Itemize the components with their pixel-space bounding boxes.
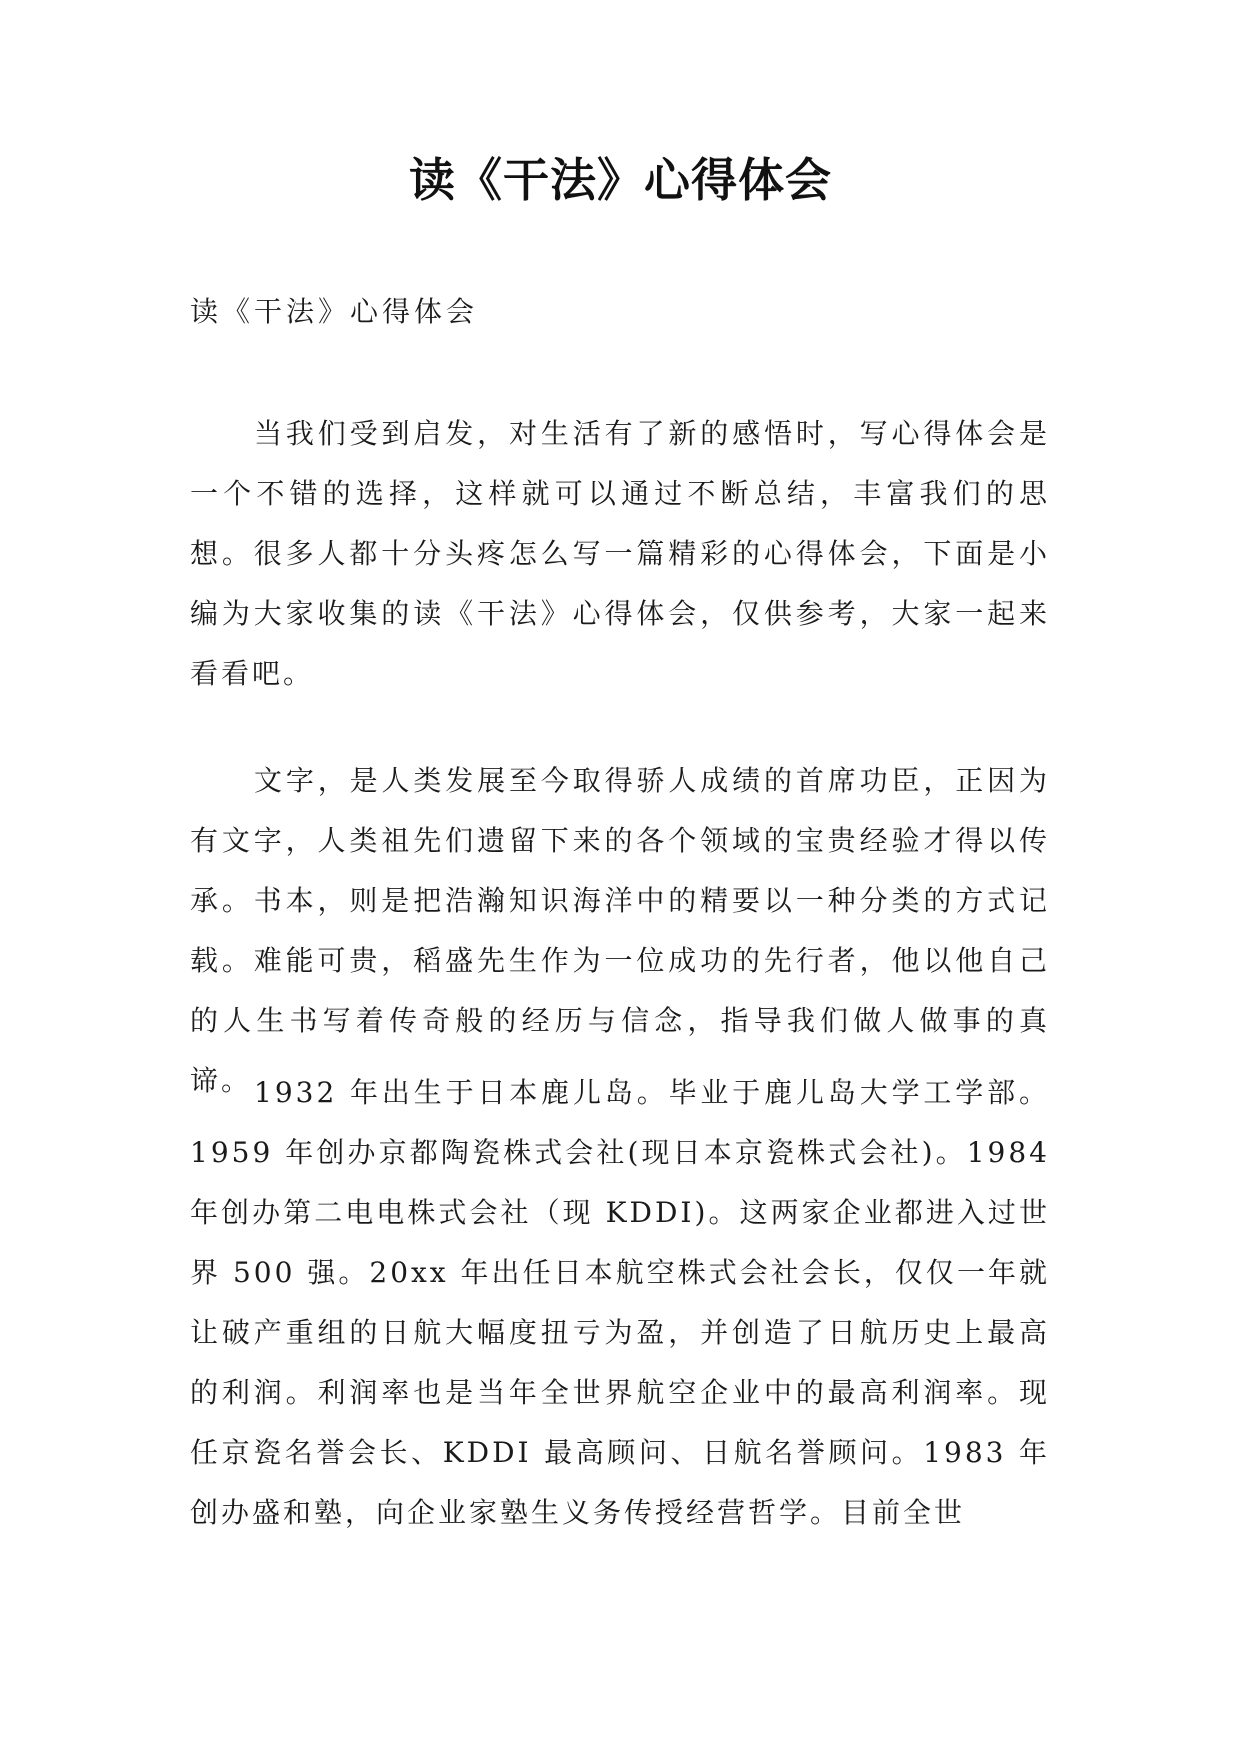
paragraph-writing: 文字，是人类发展至今取得骄人成绩的首席功臣，正因为有文字，人类祖先们遗留下来的各个领域的宝贵经验才得以传承。书本，则是把浩瀚知识海洋中的精要以一种分类的方式记载。难能可贵，稻盛先生作为一位成功的先行者，他以他自己的人生书写着传奇般的经历与信念，指导我们做人做事的真谛。 bbox=[190, 764, 1050, 1097]
document-subtitle: 读《干法》心得体会 bbox=[190, 295, 479, 328]
paragraph-intro: 当我们受到启发，对生活有了新的感悟时，写心得体会是一个不错的选择，这样就可以通过不断总结，丰富我们的思想。很多人都十分头疼怎么写一篇精彩的心得体会，下面是小编为大家收集的读《干法》心得体会，仅供参考，大家一起来看看吧。 bbox=[190, 417, 1050, 690]
document-title: 读《干法》心得体会 bbox=[409, 153, 832, 207]
paragraph-biography: 1932 年出生于日本鹿儿岛。毕业于鹿儿岛大学工学部。1959 年创办京都陶瓷株式会社(现日本京瓷株式会社)。1984 年创办第二电电株式会社（现 KDDI)。这两家企业都进入过世界 500 强。20xx 年出任日本航空株式会社会长，仅仅一年就让破产重组的日航大幅度扭亏为盈，并创造了日航历史上最高的利润。利润率也是当年全世界航空企业中的最高利润率。现任京瓷名誉会长、KDDI 最高顾问、日航名誉顾问。1983 年创办盛和塾，向企业家塾生义务传授经营哲学。目前全世 bbox=[190, 1076, 1050, 1529]
